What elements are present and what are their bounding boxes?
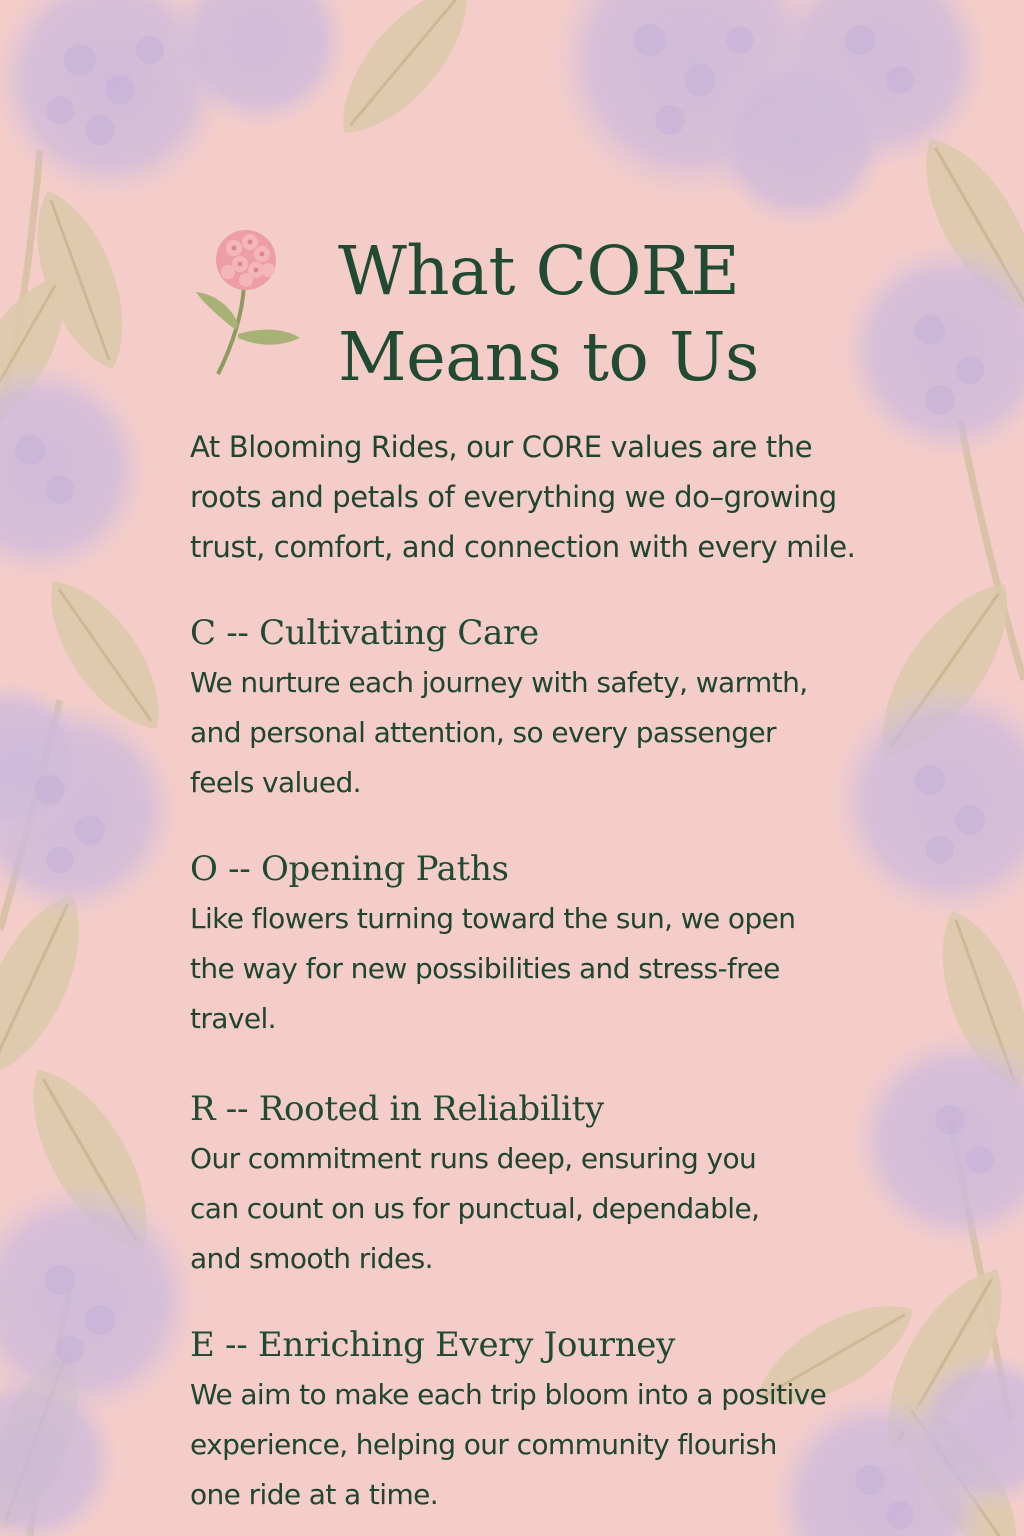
value-section-o [190,844,930,1044]
page-title [338,228,898,400]
intro-line: trust, comfort, and connection with every mile. [190,530,856,564]
value-heading: R -- Rooted in Reliability [190,1089,604,1129]
hydrangea-flower-icon [192,226,310,382]
value-description [190,658,930,808]
value-line: feels valued. [190,766,361,799]
value-description [190,1134,930,1284]
value-section-e [190,1320,930,1520]
value-line: We aim to make each trip bloom into a positive [190,1378,827,1411]
value-heading: E -- Enriching Every Journey [190,1325,676,1365]
value-line: and smooth rides. [190,1242,433,1275]
title-line: What CORE [338,232,740,310]
value-line: Like flowers turning toward the sun, we open [190,902,796,935]
value-description [190,894,930,1044]
title-line: Means to Us [338,318,759,396]
value-line: experience, helping our community flourish [190,1428,777,1461]
value-line: one ride at a time. [190,1478,439,1511]
value-section-c [190,608,930,808]
intro-paragraph [190,422,930,572]
value-heading: C -- Cultivating Care [190,613,539,653]
value-section-r [190,1084,930,1284]
value-line: and personal attention, so every passenger [190,716,776,749]
value-heading: O -- Opening Paths [190,849,509,889]
value-line: the way for new possibilities and stress-free [190,952,780,985]
value-line: travel. [190,1002,276,1035]
value-line: can count on us for punctual, dependable, [190,1192,760,1225]
intro-line: roots and petals of everything we do–growing [190,480,837,514]
intro-line: At Blooming Rides, our CORE values are the [190,430,813,464]
value-description [190,1370,930,1520]
value-line: We nurture each journey with safety, warmth, [190,666,808,699]
value-line: Our commitment runs deep, ensuring you [190,1142,757,1175]
